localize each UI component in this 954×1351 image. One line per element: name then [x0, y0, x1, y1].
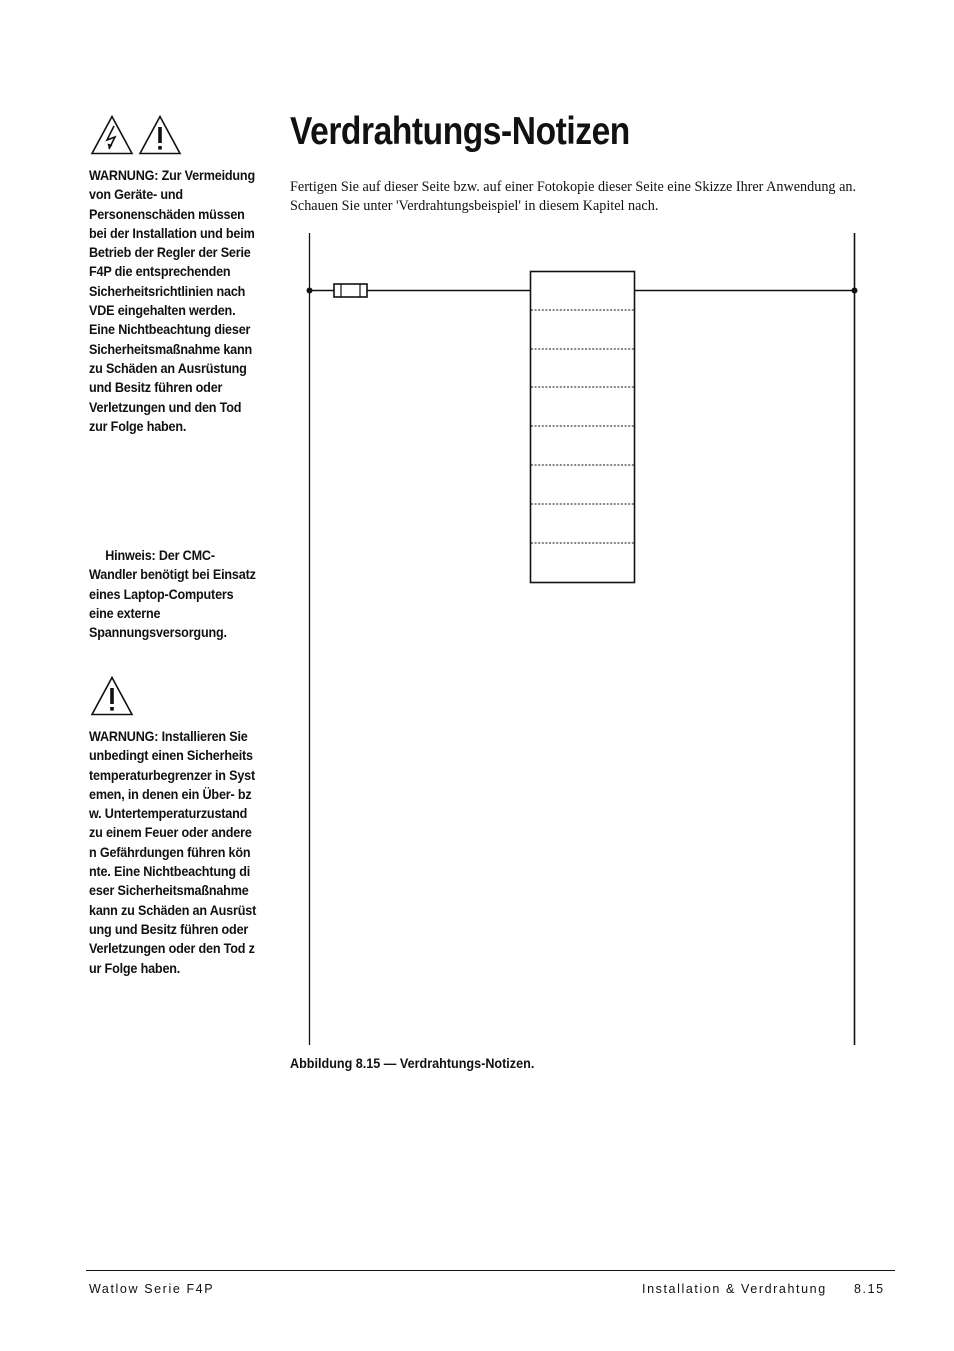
fuse-symbol — [334, 284, 367, 297]
footer-section-label: Installation & Verdrahtung — [642, 1282, 827, 1296]
intro-paragraph: Fertigen Sie auf dieser Seite bzw. auf einer Fotokopie dieser Seite eine Skizze Ihrer Anwendung an. Schauen Sie unter 'Verdrahtungsbeispiel' in diesem Kapitel nach. — [290, 179, 857, 214]
caution-warning-icon — [138, 115, 182, 155]
warning-text-temperature-limiter: WARNUNG: Installieren Sie unbedingt einen Sicherheitstemperaturbegrenzer in Systemen, in denen ein Über- bzw. Untertemperaturzustand zu einem Feuer oder anderen Gefährdungen führen könnte. Eine Nichtbeachtung dieser Sicherheitsmaßnahme kann zu Schäden an Ausrüstung und Besitz führen oder Verletzungen oder den Tod zur Folge haben. — [89, 728, 257, 976]
warning-text-safety-regulations: WARNUNG: Zur Vermeidung von Geräte- und Personenschäden müssen bei der Installation und beim Betrieb der Regler der Serie F4P die entsprechenden Sicherheitsrichtlinien nach VDE eingehalten werden. Eine Nichtbeachtung dieser Sicherheitsmaßnahme kann zu Schäden an Ausrüstung und Besitz führen oder Verletzungen und den Tod zur Folge haben. — [89, 167, 255, 434]
footer-page-number: 8.15 — [854, 1282, 885, 1296]
terminal-block — [531, 272, 635, 583]
footer-rule — [86, 1270, 895, 1271]
electric-shock-warning-icon — [90, 115, 134, 155]
caution-warning-icon-2 — [90, 676, 134, 716]
note-text-cmc-converter: Hinweis: Der CMC-Wandler benötigt bei Einsatz eines Laptop-Computers eine externe Spannungsversorgung. — [89, 547, 256, 641]
page-title: Verdrahtungs-Notizen — [290, 110, 630, 153]
footer-left-label: Watlow Serie F4P — [89, 1282, 215, 1296]
wiring-diagram — [300, 228, 870, 1053]
figure-caption: Abbildung 8.15 — Verdrahtungs-Notizen. — [290, 1055, 535, 1071]
